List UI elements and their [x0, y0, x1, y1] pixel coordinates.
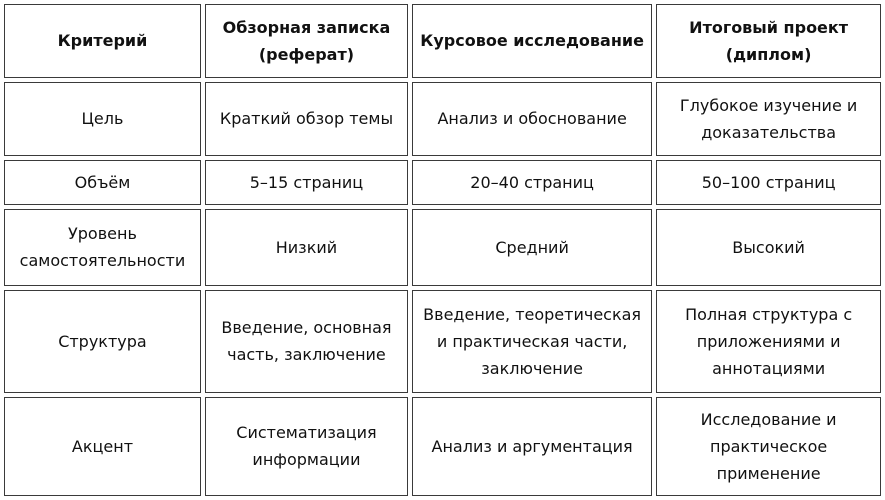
criterion-cell: Объём — [4, 160, 201, 205]
course-cell: Анализ и обоснование — [412, 82, 652, 156]
criterion-cell: Уровень самостоятельности — [4, 209, 201, 286]
essay-cell: 5–15 страниц — [205, 160, 408, 205]
criterion-cell: Акцент — [4, 397, 201, 496]
essay-cell: Низкий — [205, 209, 408, 286]
essay-cell: Введение, основная часть, заключение — [205, 290, 408, 393]
header-row — [4, 4, 881, 78]
diploma-cell: Исследование и практическое применение — [656, 397, 881, 496]
course-cell: 20–40 страниц — [412, 160, 652, 205]
diploma-cell: Глубокое изучение и доказательства — [656, 82, 881, 156]
table-row — [4, 82, 881, 156]
criterion-cell: Цель — [4, 82, 201, 156]
course-cell: Введение, теоретическая и практическая части, заключение — [412, 290, 652, 393]
header-essay: Обзорная записка (реферат) — [205, 4, 408, 78]
diploma-cell: Высокий — [656, 209, 881, 286]
header-criterion: Критерий — [4, 4, 201, 78]
header-diploma: Итоговый проект (диплом) — [656, 4, 881, 78]
header-course: Курсовое исследование — [412, 4, 652, 78]
course-cell: Анализ и аргументация — [412, 397, 652, 496]
essay-cell: Краткий обзор темы — [205, 82, 408, 156]
table-row — [4, 290, 881, 393]
table-row — [4, 209, 881, 286]
criterion-cell: Структура — [4, 290, 201, 393]
course-cell: Средний — [412, 209, 652, 286]
table-row — [4, 397, 881, 496]
diploma-cell: 50–100 страниц — [656, 160, 881, 205]
table-row — [4, 160, 881, 205]
essay-cell: Систематизация информации — [205, 397, 408, 496]
diploma-cell: Полная структура с приложениями и аннотациями — [656, 290, 881, 393]
